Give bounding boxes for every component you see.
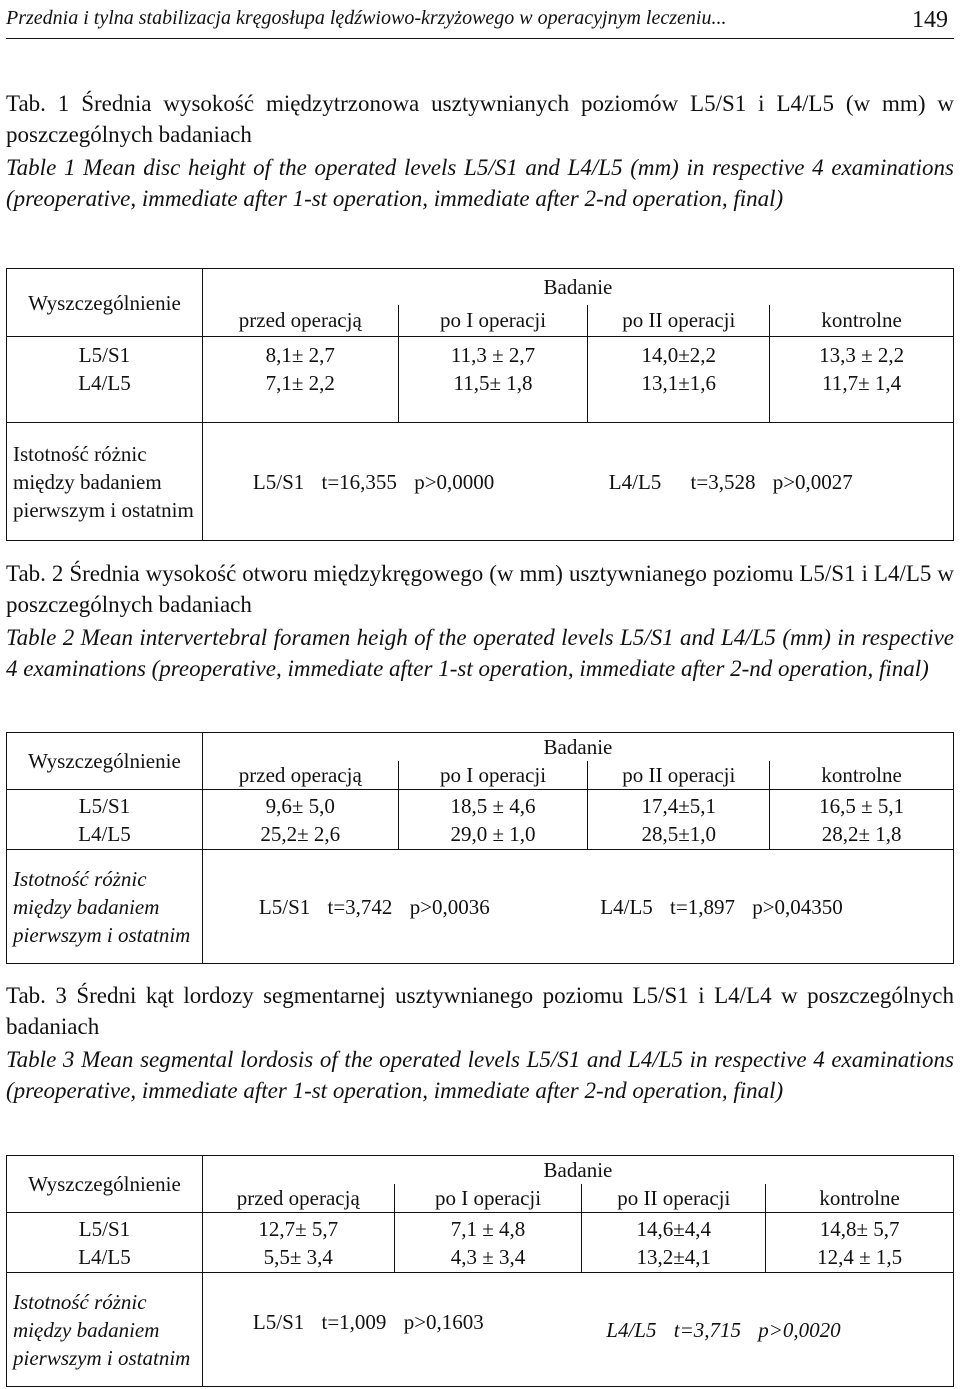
row-label: L5/S1 [78, 1216, 131, 1241]
cell-value: 29,0 ± 1,0 [450, 821, 536, 846]
table-2-col-final: kontrolne [770, 761, 954, 790]
sig-t: t=3,528 [690, 469, 756, 494]
table-2-col-after-2: po II operacji [588, 761, 770, 790]
row-label: L4/L5 [78, 821, 131, 846]
table-2-col-preop: przed operacją [202, 761, 398, 790]
cell-value: 14,6±4,4 [636, 1216, 712, 1241]
sig-level: L5/S1 [252, 469, 305, 494]
table-3-sig-l4l5 [606, 1316, 840, 1344]
cell-value: 14,0±2,2 [641, 343, 717, 367]
table-1-col-final: kontrolne [770, 305, 954, 337]
table-2-group-label: Badanie [202, 733, 953, 762]
table-2 [6, 732, 954, 964]
cell-value: 18,5 ± 4,6 [450, 793, 536, 818]
cell-value: 16,5 ± 5,1 [819, 793, 905, 818]
table-3-col-final: kontrolne [766, 1184, 954, 1213]
cell-value: 13,3 ± 2,2 [819, 343, 905, 367]
sig-t: t=1,897 [670, 894, 735, 919]
table-row [7, 790, 954, 850]
table-2-caption [6, 558, 954, 684]
table-cell [202, 1213, 394, 1273]
table-1-col-after-1: po I operacji [398, 305, 588, 337]
table-2-significance-label: Istotność różnic między badaniem pierwszym i ostatnim [7, 850, 203, 964]
sig-p: p>0,0000 [414, 469, 495, 494]
table-row [7, 337, 954, 423]
table-3 [6, 1155, 954, 1387]
cell-value: 7,1 ± 4,8 [450, 1216, 526, 1241]
sig-level: L5/S1 [252, 1309, 305, 1334]
table-cell [582, 1213, 766, 1273]
cell-value: 12,7± 5,7 [258, 1216, 339, 1241]
cell-value: 14,8± 5,7 [819, 1216, 900, 1241]
table-cell [398, 790, 588, 850]
sig-level: L4/L5 [608, 469, 662, 494]
cell-value: 17,4±5,1 [641, 793, 717, 818]
table-2-caption-en: Table 2 Mean intervertebral foramen heigh of the operated levels L5/S1 and L4/L5 (mm) in respective 4 examinations (preoperative, immediate after 1-st operation, immediate after 2-nd operation, final) [6, 625, 954, 681]
table-3-caption [6, 980, 954, 1106]
running-head-title: Przednia i tylna stabilizacja kręgosłupa lędźwiowo-krzyżowego w operacyjnym leczeniu... [6, 7, 727, 29]
table-3-caption-pl: Tab. 3 Średni kąt lordozy segmentarnej usztywnianego poziomu L5/S1 i L4/L4 w poszczególnych badaniach [6, 983, 954, 1039]
table-2-significance-row [7, 850, 954, 964]
sig-p: p>0,04350 [752, 894, 843, 919]
row-label: L5/S1 [78, 793, 131, 818]
table-cell [394, 1213, 582, 1273]
sig-level: L4/L5 [600, 894, 653, 919]
running-head [6, 2, 954, 39]
table-3-col-after-2: po II operacji [582, 1184, 766, 1213]
table-cell [766, 1213, 954, 1273]
cell-value: 13,2±4,1 [636, 1244, 712, 1269]
table-1-caption-pl: Tab. 1 Średnia wysokość międzytrzonowa usztywnianych poziomów L5/S1 i L4/L5 (w mm) w poszczególnych badaniach [6, 91, 954, 147]
sig-p: p>0,1603 [403, 1309, 484, 1334]
table-cell [398, 337, 588, 423]
table-cell [588, 337, 770, 423]
table-3-header-label: Wyszczególnienie [7, 1156, 203, 1213]
table-3-row-labels [7, 1213, 203, 1273]
sig-t: t=3,742 [327, 894, 393, 919]
table-3-col-after-1: po I operacji [394, 1184, 582, 1213]
cell-value: 11,7± 1,4 [822, 371, 902, 395]
table-2-header-label: Wyszczególnienie [7, 733, 203, 790]
table-3-significance-label: Istotność różnic między badaniem pierwszym i ostatnim [7, 1273, 203, 1387]
table-3-group-label: Badanie [202, 1156, 953, 1185]
sig-p: p>0,0027 [772, 469, 853, 494]
table-1-significance-row [7, 423, 954, 541]
cell-value: 11,5± 1,8 [453, 371, 533, 395]
table-3-col-preop: przed operacją [202, 1184, 394, 1213]
table-cell [770, 337, 954, 423]
table-1-significance-values [202, 423, 953, 541]
page-number: 149 [912, 7, 948, 33]
table-1-row-labels [7, 337, 203, 423]
table-1 [6, 268, 954, 541]
sig-p: p>0,0020 [758, 1317, 841, 1342]
cell-value: 9,6± 5,0 [265, 793, 335, 818]
sig-t: t=16,355 [321, 469, 397, 494]
table-2-col-after-1: po I operacji [398, 761, 588, 790]
table-cell [770, 790, 954, 850]
row-label: L4/L5 [78, 371, 131, 395]
table-2-row-labels [7, 790, 203, 850]
sig-t: t=1,009 [321, 1309, 387, 1334]
cell-value: 7,1± 2,2 [265, 371, 335, 395]
sig-level: L4/L5 [606, 1317, 657, 1342]
sig-level: L5/S1 [258, 894, 311, 919]
row-label: L5/S1 [78, 343, 131, 367]
table-cell [202, 337, 398, 423]
table-3-caption-en: Table 3 Mean segmental lordosis of the operated levels L5/S1 and L4/L5 in respective 4 examinations (preoperative, immediate after 1-st operation, immediate after 2-nd operation, final) [6, 1047, 954, 1103]
table-cell [588, 790, 770, 850]
table-1-significance-label: Istotność różnic między badaniem pierwszym i ostatnim [7, 423, 203, 541]
table-3-significance-values [202, 1273, 953, 1387]
cell-value: 25,2± 2,6 [260, 821, 341, 846]
cell-value: 5,5± 3,4 [263, 1244, 333, 1269]
cell-value: 11,3 ± 2,7 [450, 343, 536, 367]
cell-value: 28,5±1,0 [641, 821, 717, 846]
table-2-significance-values [202, 850, 953, 964]
cell-value: 4,3 ± 3,4 [450, 1244, 526, 1269]
cell-value: 12,4 ± 1,5 [817, 1244, 903, 1269]
table-3-significance-row [7, 1273, 954, 1387]
row-label: L4/L5 [78, 1244, 131, 1269]
sig-t: t=3,715 [673, 1317, 741, 1342]
table-row [7, 1213, 954, 1273]
table-1-caption-en: Table 1 Mean disc height of the operated levels L5/S1 and L4/L5 (mm) in respective 4 examinations (preoperative, immediate after 1-st operation, immediate after 2-nd operation, final) [6, 155, 954, 211]
table-1-group-label: Badanie [202, 269, 953, 305]
cell-value: 13,1±1,6 [641, 371, 717, 395]
table-1-col-after-2: po II operacji [588, 305, 770, 337]
sig-p: p>0,0036 [409, 894, 490, 919]
table-1-header-label: Wyszczególnienie [7, 269, 203, 337]
table-2-caption-pl: Tab. 2 Średnia wysokość otworu międzykręgowego (w mm) usztywnianego poziomu L5/S1 i L4/L5 w poszczególnych badaniach [6, 561, 954, 617]
table-cell [202, 790, 398, 850]
cell-value: 8,1± 2,7 [265, 343, 335, 367]
cell-value: 28,2± 1,8 [821, 821, 902, 846]
table-1-caption [6, 88, 954, 214]
table-1-col-preop: przed operacją [202, 305, 398, 337]
table-3-sig-l5s1 [253, 1308, 484, 1336]
